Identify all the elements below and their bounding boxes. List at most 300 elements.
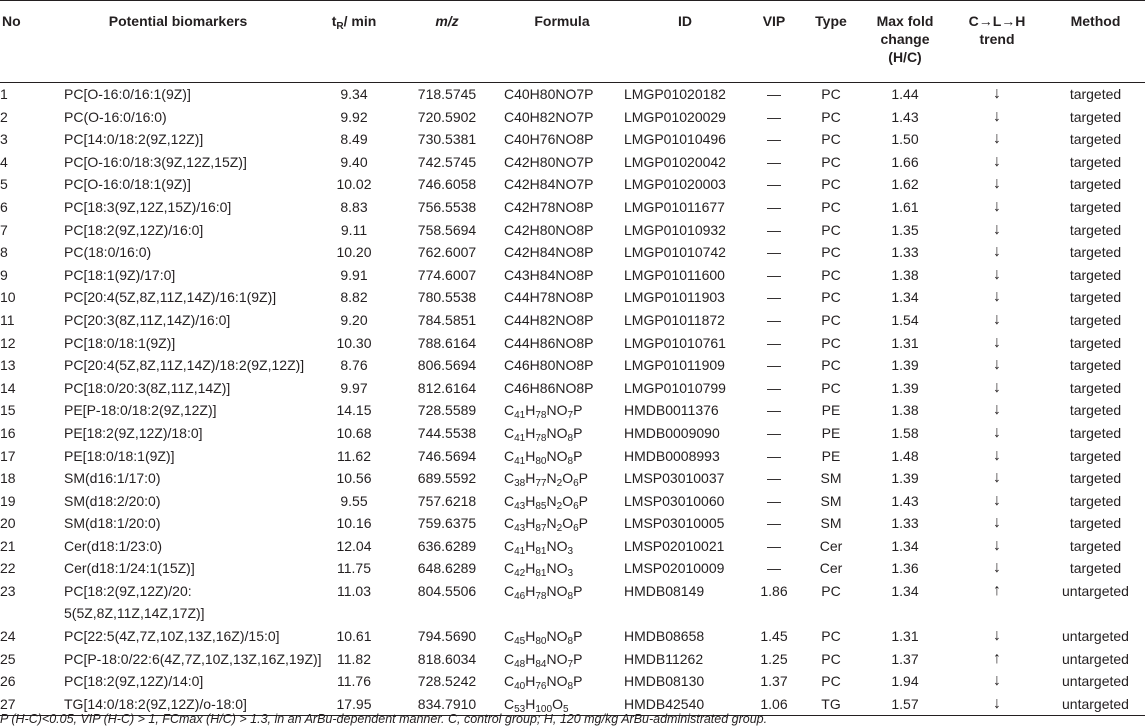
row-mz: 744.5538 xyxy=(417,424,477,441)
row-trend: ↓ xyxy=(993,401,1001,419)
row-no: 21 xyxy=(0,537,16,554)
row-no: 19 xyxy=(0,492,16,509)
row-trend: ↓ xyxy=(993,288,1001,306)
row-trend: ↓ xyxy=(993,243,1001,261)
row-type: PC xyxy=(821,221,841,238)
row-fold-change: 1.66 xyxy=(891,153,919,170)
header-tr xyxy=(316,1,392,83)
row-vip: — xyxy=(767,379,781,396)
row-mz: 784.5851 xyxy=(417,311,477,328)
row-method: targeted xyxy=(1069,221,1122,238)
row-trend: ↓ xyxy=(993,469,1001,487)
row-mz: 746.6058 xyxy=(417,176,477,193)
row-id: HMDB11262 xyxy=(624,650,704,667)
row-formula: C44H82NO8P xyxy=(504,311,594,328)
row-id: LMGP01010761 xyxy=(624,334,726,351)
row-formula: $C_{41}H_{81}NO_3$ xyxy=(504,537,574,557)
row-biomarker: PC(O-16:0/16:0) xyxy=(64,108,167,125)
row-trend: ↓ xyxy=(993,130,1001,148)
row-no: 23 xyxy=(0,583,16,600)
row-fold-change: 1.38 xyxy=(891,266,919,283)
row-mz: 757.6218 xyxy=(417,492,477,509)
row-fold-change: 1.39 xyxy=(891,357,919,374)
row-retention-time: 9.92 xyxy=(340,108,368,125)
row-trend: ↓ xyxy=(993,423,1001,441)
row-biomarker: PC(18:0/16:0) xyxy=(64,244,152,261)
row-method: targeted xyxy=(1069,470,1122,487)
row-fold-change: 1.54 xyxy=(891,311,919,328)
table-row xyxy=(0,151,1145,174)
row-biomarker: PC[O-16:0/18:1(9Z)] xyxy=(64,176,191,193)
row-formula: C42H84NO8P xyxy=(504,244,594,261)
table-row xyxy=(0,377,1145,400)
row-method: targeted xyxy=(1069,379,1122,396)
row-fold-change: 1.33 xyxy=(891,515,919,532)
table-row xyxy=(0,196,1145,219)
row-no: 12 xyxy=(0,334,16,351)
row-no: 7 xyxy=(0,221,8,238)
row-method: targeted xyxy=(1069,357,1122,374)
row-biomarker: PC[18:2(9Z,12Z)/16:0] xyxy=(64,221,204,238)
row-formula: $C_{45}H_{80}NO_8P$ xyxy=(504,628,583,648)
row-formula: $C_{42}H_{81}NO_3$ xyxy=(504,560,574,580)
table-row xyxy=(0,490,1145,513)
row-formula: $C_{38}H_{77}N_2O_6P$ xyxy=(504,470,588,490)
row-retention-time: 9.34 xyxy=(340,86,368,102)
row-type: PC xyxy=(821,108,841,125)
row-formula: C40H80NO7P xyxy=(504,86,594,102)
row-vip: — xyxy=(767,424,781,441)
row-no: 2 xyxy=(0,108,8,125)
row-biomarker: PC[18:0/20:3(8Z,11Z,14Z)] xyxy=(64,379,231,396)
row-method: targeted xyxy=(1069,289,1122,306)
row-mz: 728.5589 xyxy=(417,402,477,419)
row-retention-time: 10.20 xyxy=(336,244,372,261)
row-fold-change: 1.38 xyxy=(891,402,919,419)
row-type: PC xyxy=(821,198,841,215)
row-id: LMSP03010060 xyxy=(624,492,725,509)
row-id: LMGP01020029 xyxy=(624,108,726,125)
row-biomarker: PC[18:3(9Z,12Z,15Z)/16:0] xyxy=(64,198,232,215)
row-biomarker: SM(d16:1/17:0) xyxy=(64,470,161,487)
header-tr-main: t xyxy=(331,13,337,29)
row-biomarker: PC[20:4(5Z,8Z,11Z,14Z)/16:1(9Z)] xyxy=(64,289,277,306)
row-trend: ↓ xyxy=(993,107,1001,125)
row-mz: 812.6164 xyxy=(417,379,477,396)
row-biomarker: TG[14:0/18:2(9Z,12Z)/o-18:0] xyxy=(50,693,316,716)
row-mz: 758.5694 xyxy=(417,221,477,238)
row-vip: — xyxy=(767,198,781,215)
row-type: TG xyxy=(800,693,862,716)
row-no: 20 xyxy=(0,515,16,532)
table-row xyxy=(0,264,1145,287)
row-biomarker: Cer(d18:1/24:1(15Z)] xyxy=(64,560,195,577)
header-vip: VIP xyxy=(748,1,800,83)
row-biomarker: PC[18:2(9Z,12Z)/20: 5(5Z,8Z,11Z,14Z,17Z)] xyxy=(64,583,205,622)
row-mz: 788.6164 xyxy=(417,334,477,351)
row-type: SM xyxy=(820,515,842,532)
row-type: PC xyxy=(821,673,841,690)
table-row xyxy=(0,580,1145,625)
row-vip: — xyxy=(767,266,781,283)
row-no: 9 xyxy=(0,266,8,283)
row-mz: 780.5538 xyxy=(417,289,477,306)
header-id: ID xyxy=(622,1,748,83)
row-fold-change: 1.35 xyxy=(891,221,919,238)
row-biomarker: PE[18:0/18:1(9Z)] xyxy=(64,447,175,464)
row-id: LMSP02010021 xyxy=(624,537,725,554)
row-trend: ↓ xyxy=(993,197,1001,215)
row-trend: ↓ xyxy=(993,220,1001,238)
row-type: PC xyxy=(821,311,841,328)
row-mz: 804.5506 xyxy=(417,583,477,600)
header-formula: Formula xyxy=(502,1,622,83)
row-id: HMDB08149 xyxy=(624,583,705,600)
row-formula: $C_{41}H_{80}NO_8P$ xyxy=(504,447,583,467)
row-formula: $C_{41}H_{78}NO_8P$ xyxy=(504,424,583,444)
row-trend: ↓ xyxy=(993,85,1001,102)
row-fold-change: 1.31 xyxy=(891,628,919,645)
row-id: HMDB08658 xyxy=(624,628,705,645)
table-row xyxy=(0,173,1145,196)
row-no: 5 xyxy=(0,176,8,193)
row-method: targeted xyxy=(1069,266,1122,283)
row-biomarker: PE[P-18:0/18:2(9Z,12Z)] xyxy=(64,402,217,419)
row-retention-time: 10.56 xyxy=(336,470,372,487)
table-row xyxy=(0,354,1145,377)
row-id: LMGP01011872 xyxy=(624,311,725,328)
row-vip: 1.37 xyxy=(760,673,788,690)
row-fold-change: 1.31 xyxy=(891,334,919,351)
row-fold-change: 1.62 xyxy=(891,176,919,193)
row-biomarker: PC[18:2(9Z,12Z)/14:0] xyxy=(64,673,204,690)
row-id: HMDB0009090 xyxy=(624,424,720,441)
row-fold-change: 1.57 xyxy=(862,693,948,716)
row-retention-time: 10.61 xyxy=(336,628,372,645)
row-id: LMGP01020182 xyxy=(624,86,726,102)
row-type: PC xyxy=(821,176,841,193)
row-no: 17 xyxy=(0,447,16,464)
row-method: targeted xyxy=(1069,86,1122,102)
row-vip: — xyxy=(767,108,781,125)
row-mz: 818.6034 xyxy=(417,650,477,667)
row-no: 27 xyxy=(0,693,50,716)
row-trend: ↓ xyxy=(993,491,1001,509)
row-method: targeted xyxy=(1069,492,1122,509)
row-id: LMGP01010742 xyxy=(624,244,726,261)
row-mz: 730.5381 xyxy=(417,131,477,148)
row-type: PC xyxy=(821,379,841,396)
row-mz: 759.6375 xyxy=(417,515,477,532)
table-row xyxy=(0,557,1145,580)
row-vip: 1.06 xyxy=(748,693,800,716)
row-vip: — xyxy=(767,311,781,328)
row-method: untargeted xyxy=(1046,693,1145,716)
row-formula: C42H80NO7P xyxy=(504,153,594,170)
row-trend: ↓ xyxy=(993,378,1001,396)
row-fold-change: 1.37 xyxy=(891,650,919,667)
row-retention-time: 8.83 xyxy=(340,198,368,215)
table-row xyxy=(0,106,1145,129)
row-trend: ↓ xyxy=(993,446,1001,464)
row-trend: ↓ xyxy=(993,175,1001,193)
row-retention-time: 8.82 xyxy=(340,289,368,306)
row-type: PC xyxy=(821,650,841,667)
row-fold-change: 1.34 xyxy=(891,537,919,554)
row-biomarker: PC[20:4(5Z,8Z,11Z,14Z)/18:2(9Z,12Z)] xyxy=(64,357,305,374)
row-retention-time: 9.20 xyxy=(340,311,368,328)
row-fold-change: 1.50 xyxy=(891,131,919,148)
row-retention-time: 11.03 xyxy=(337,583,371,600)
row-method: targeted xyxy=(1069,447,1122,464)
row-mz: 834.7910 xyxy=(392,693,502,716)
row-type: PC xyxy=(821,266,841,283)
row-type: PC xyxy=(821,357,841,374)
row-no: 15 xyxy=(0,402,16,419)
row-retention-time: 11.76 xyxy=(337,673,371,690)
row-formula: C44H78NO8P xyxy=(504,289,594,306)
footnote: P (H-C)<0.05, VIP (H-C) > 1, FCmax (H/C) > 1.3, in an ArBu-dependent manner. C, control group; H, 120 mg/kg ArBu-administrated group. xyxy=(0,712,768,726)
row-vip: — xyxy=(767,244,781,261)
row-trend: ↓ xyxy=(993,536,1001,554)
row-id: HMDB0011376 xyxy=(624,402,719,419)
row-retention-time: 11.82 xyxy=(337,650,371,667)
table-row xyxy=(0,399,1145,422)
row-vip: — xyxy=(767,492,781,509)
row-retention-time: 12.04 xyxy=(336,537,372,554)
row-no: 14 xyxy=(0,379,16,396)
row-formula: $C_{41}H_{78}NO_7P$ xyxy=(504,402,583,422)
row-mz: 756.5538 xyxy=(417,198,477,215)
row-method: targeted xyxy=(1069,176,1122,193)
row-formula: C42H78NO8P xyxy=(504,198,594,215)
header-type: Type xyxy=(800,1,862,83)
row-formula: $C_{48}H_{84}NO_7P$ xyxy=(504,650,583,670)
row-method: targeted xyxy=(1069,108,1122,125)
row-method: untargeted xyxy=(1062,673,1129,690)
row-biomarker: PC[O-16:0/18:3(9Z,12Z,15Z)] xyxy=(64,153,247,170)
table-row xyxy=(0,648,1145,671)
table-row xyxy=(0,422,1145,445)
row-no: 13 xyxy=(0,357,16,374)
row-formula: $C_{53}H_{100}O_5$ xyxy=(502,693,622,716)
row-trend: ↓ xyxy=(993,356,1001,374)
row-retention-time: 9.91 xyxy=(340,266,368,283)
table-row xyxy=(0,128,1145,151)
row-no: 4 xyxy=(0,153,8,170)
row-no: 8 xyxy=(0,244,8,261)
row-mz: 636.6289 xyxy=(417,537,477,554)
row-biomarker: Cer(d18:1/23:0) xyxy=(64,537,163,554)
row-biomarker: PC[18:0/18:1(9Z)] xyxy=(64,334,176,351)
row-mz: 806.5694 xyxy=(417,357,477,374)
row-mz: 742.5745 xyxy=(417,153,477,170)
row-retention-time: 9.11 xyxy=(340,221,368,238)
row-mz: 689.5592 xyxy=(417,470,477,487)
row-method: targeted xyxy=(1069,131,1122,148)
row-formula: $C_{46}H_{78}NO_8P$ xyxy=(504,583,583,603)
row-no: 26 xyxy=(0,673,16,690)
row-retention-time: 10.68 xyxy=(336,424,372,441)
row-fold-change: 1.39 xyxy=(891,379,919,396)
row-no: 1 xyxy=(0,86,8,102)
row-id: LMGP01020042 xyxy=(624,153,726,170)
row-method: targeted xyxy=(1069,244,1122,261)
row-retention-time: 10.02 xyxy=(336,176,372,193)
row-fold-change: 1.43 xyxy=(891,492,919,509)
row-id: LMGP01011677 xyxy=(624,198,725,215)
row-type: PE xyxy=(821,402,841,419)
row-fold-change: 1.43 xyxy=(891,108,919,125)
row-formula: $C_{40}H_{76}NO_8P$ xyxy=(504,673,583,693)
row-method: targeted xyxy=(1069,560,1122,577)
row-id: LMGP01010932 xyxy=(624,221,726,238)
row-method: untargeted xyxy=(1062,583,1129,600)
row-formula: C46H86NO8P xyxy=(504,379,594,396)
row-trend: ↓ xyxy=(948,693,1046,716)
row-mz: 718.5745 xyxy=(417,86,477,102)
row-vip: — xyxy=(767,470,781,487)
table-row xyxy=(0,332,1145,355)
row-trend: ↑ xyxy=(993,582,1001,600)
row-biomarker: PC[18:1(9Z)/17:0] xyxy=(64,266,176,283)
table-row xyxy=(0,445,1145,468)
row-no: 24 xyxy=(0,628,16,645)
row-mz: 648.6289 xyxy=(417,560,477,577)
row-fold-change: 1.61 xyxy=(891,198,919,215)
header-tr-rest: / min xyxy=(343,13,377,29)
row-no: 22 xyxy=(0,560,16,577)
row-formula: C46H80NO8P xyxy=(504,357,594,374)
row-no: 25 xyxy=(0,650,16,667)
row-trend: ↓ xyxy=(993,265,1001,283)
row-trend: ↓ xyxy=(993,559,1001,577)
header-method: Method xyxy=(1046,1,1145,83)
table-row xyxy=(0,625,1145,648)
row-id: LMGP01010799 xyxy=(624,379,726,396)
row-fold-change: 1.44 xyxy=(891,86,919,102)
row-no: 11 xyxy=(0,311,15,328)
table-row xyxy=(0,219,1145,242)
row-biomarker: PC[O-16:0/16:1(9Z)] xyxy=(64,86,191,102)
row-fold-change: 1.36 xyxy=(891,560,919,577)
row-vip: — xyxy=(767,86,781,102)
row-id: LMSP02010009 xyxy=(624,560,725,577)
row-mz: 720.5902 xyxy=(417,108,477,125)
header-mz: m/z xyxy=(392,1,502,83)
row-type: PE xyxy=(821,447,841,464)
row-retention-time: 11.75 xyxy=(337,560,371,577)
row-type: Cer xyxy=(819,560,843,577)
row-id: LMGP01011909 xyxy=(624,357,725,374)
row-trend: ↓ xyxy=(993,514,1001,532)
header-fold: Max fold change (H/C) xyxy=(862,1,948,83)
row-vip: — xyxy=(767,402,781,419)
row-type: SM xyxy=(820,470,842,487)
row-no: 10 xyxy=(0,289,16,306)
row-fold-change: 1.34 xyxy=(891,583,919,600)
row-id: LMGP01011600 xyxy=(624,266,725,283)
row-method: targeted xyxy=(1069,153,1122,170)
row-method: targeted xyxy=(1069,424,1122,441)
table-row xyxy=(0,467,1145,490)
header-biomarkers: Potential biomarkers xyxy=(50,1,316,83)
row-method: untargeted xyxy=(1062,628,1129,645)
row-retention-time: 11.62 xyxy=(337,447,371,464)
row-vip: — xyxy=(767,176,781,193)
row-biomarker: PC[22:5(4Z,7Z,10Z,13Z,16Z)/15:0] xyxy=(64,628,280,645)
row-no: 3 xyxy=(0,131,8,148)
row-fold-change: 1.48 xyxy=(891,447,919,464)
row-no: 18 xyxy=(0,470,16,487)
row-retention-time: 14.15 xyxy=(336,402,372,419)
row-method: targeted xyxy=(1069,515,1122,532)
row-trend: ↑ xyxy=(993,649,1001,667)
row-trend: ↓ xyxy=(993,333,1001,351)
row-id: LMGP01011903 xyxy=(624,289,725,306)
row-trend: ↓ xyxy=(993,672,1001,690)
table-row xyxy=(0,241,1145,264)
row-vip: — xyxy=(767,515,781,532)
row-mz: 762.6007 xyxy=(417,244,477,261)
row-trend: ↓ xyxy=(993,310,1001,328)
row-vip: 1.45 xyxy=(760,628,788,645)
row-vip: — xyxy=(767,153,781,170)
row-fold-change: 1.33 xyxy=(891,244,919,261)
row-retention-time: 10.16 xyxy=(336,515,372,532)
row-retention-time: 9.55 xyxy=(340,492,368,509)
row-formula: C40H82NO7P xyxy=(504,108,594,125)
table-row xyxy=(0,512,1145,535)
row-formula: C40H76NO8P xyxy=(504,131,594,148)
row-vip: — xyxy=(767,289,781,306)
row-id: LMSP03010037 xyxy=(624,470,725,487)
row-id: LMSP03010005 xyxy=(624,515,725,532)
row-formula: C44H86NO8P xyxy=(504,334,594,351)
row-vip: — xyxy=(767,447,781,464)
row-id: LMGP01020003 xyxy=(624,176,726,193)
row-fold-change: 1.39 xyxy=(891,470,919,487)
table-row xyxy=(0,309,1145,332)
row-type: PC xyxy=(821,628,841,645)
table-row xyxy=(0,286,1145,309)
row-biomarker: PC[14:0/18:2(9Z,12Z)] xyxy=(64,131,204,148)
row-retention-time: 9.40 xyxy=(340,153,368,170)
row-method: targeted xyxy=(1069,334,1122,351)
row-type: PC xyxy=(821,153,841,170)
table-header xyxy=(0,1,1145,83)
row-type: Cer xyxy=(819,537,843,554)
row-fold-change: 1.34 xyxy=(891,289,919,306)
row-method: untargeted xyxy=(1062,650,1129,667)
row-mz: 746.5694 xyxy=(417,447,477,464)
row-type: PC xyxy=(821,131,841,148)
row-retention-time: 17.95 xyxy=(316,693,392,716)
row-formula: C43H84NO8P xyxy=(504,266,594,283)
row-mz: 794.5690 xyxy=(417,628,477,645)
row-vip: — xyxy=(767,560,781,577)
row-retention-time: 8.49 xyxy=(340,131,368,148)
header-trend: C→L→H trend xyxy=(948,1,1046,83)
row-trend: ↓ xyxy=(993,152,1001,170)
row-vip: — xyxy=(767,357,781,374)
row-method: targeted xyxy=(1069,402,1122,419)
row-type: PC xyxy=(821,334,841,351)
row-fold-change: 1.94 xyxy=(891,673,919,690)
row-biomarker: PE[18:2(9Z,12Z)/18:0] xyxy=(64,424,203,441)
header-no: No xyxy=(0,1,50,83)
row-retention-time: 8.76 xyxy=(340,357,368,374)
